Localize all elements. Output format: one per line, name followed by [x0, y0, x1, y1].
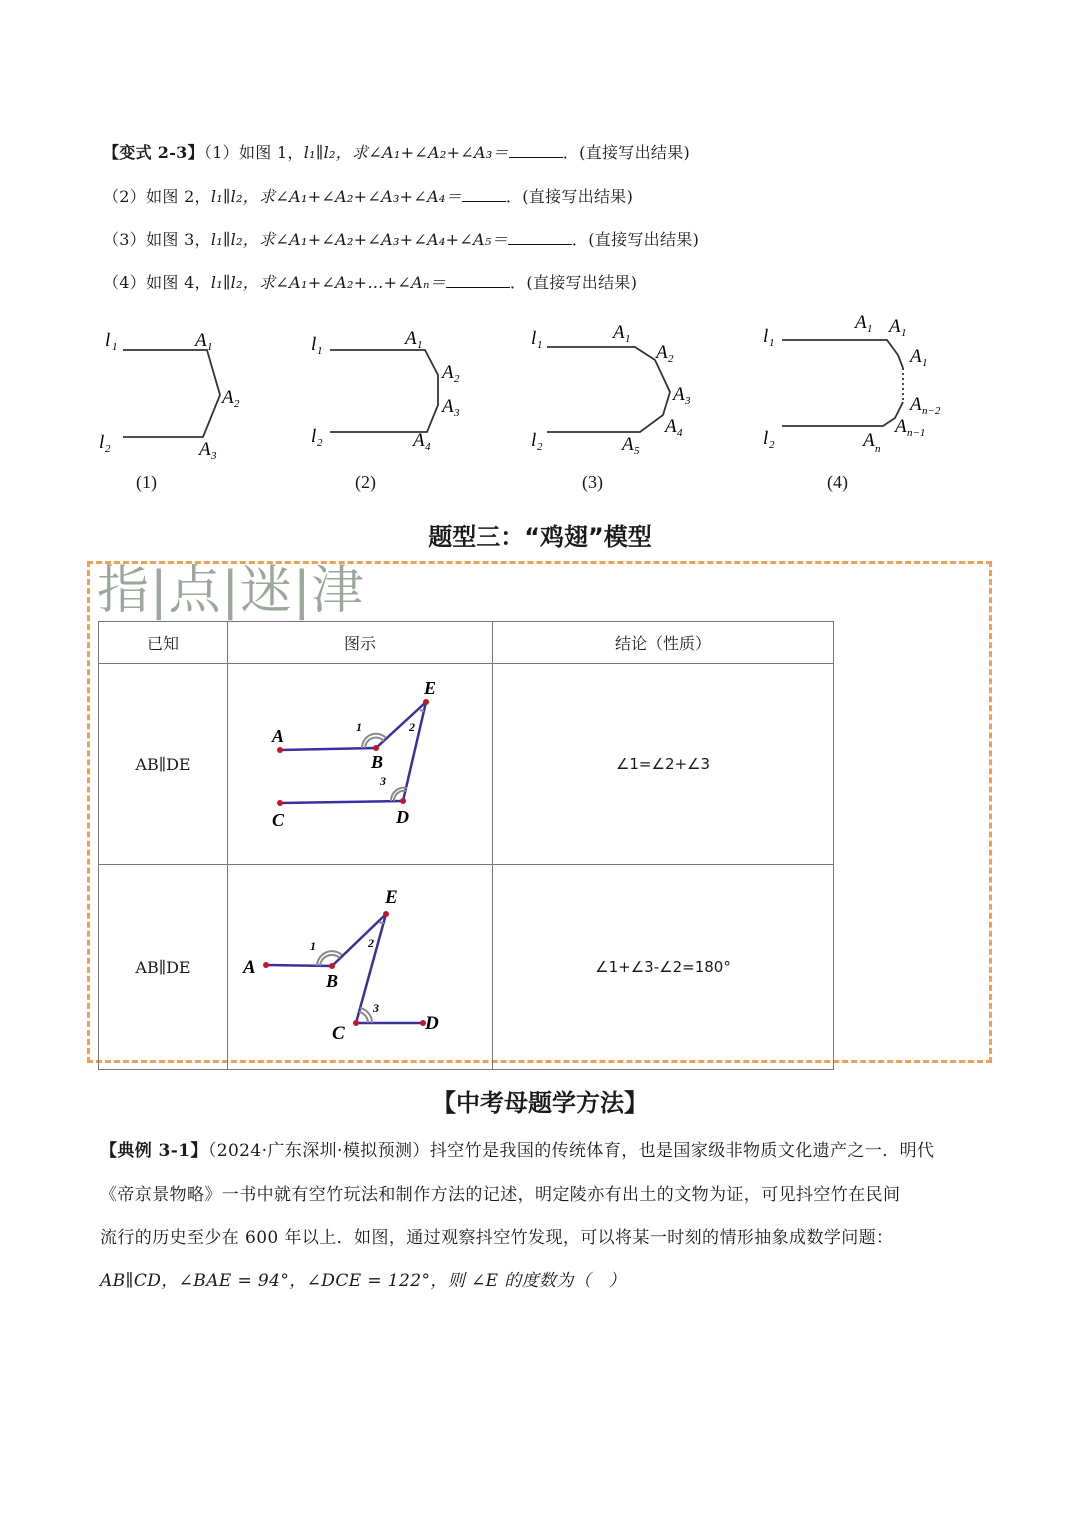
question-4: [103, 270, 637, 293]
figure-3-drawing: [525, 320, 705, 470]
fig3-a3: A: [673, 384, 685, 405]
q1-suffix: ．(直接写出结果): [562, 143, 691, 162]
fig4-l2: l: [763, 428, 769, 449]
example-line-3: 流行的历史至少在 600 年以上．如图，通过观察抖空竹发现，可以将某一时刻的情形抽象成数学问题：: [100, 1228, 894, 1248]
fig3-a1: A: [613, 322, 625, 343]
tips-title: 指|点|迷|津: [97, 561, 365, 621]
example-tag: 【典例 3-1】: [100, 1141, 208, 1161]
figure-3: [525, 320, 705, 474]
svg-text:2: 2: [454, 373, 460, 385]
fig4-an2: A: [910, 394, 922, 415]
table-row: [99, 664, 834, 865]
svg-text:1: 1: [207, 341, 213, 353]
fig4-an1: A: [895, 416, 907, 437]
fig4-n-minus-1: n−1: [907, 427, 926, 439]
row2-conclusion: ∠1+∠3-∠2=180°: [493, 865, 834, 1070]
q4-condition: l₁∥l₂，求: [210, 273, 276, 292]
fig2-l1: l: [311, 334, 317, 355]
q3-blank[interactable]: [508, 244, 572, 245]
figure-1: [95, 320, 265, 474]
svg-text:2: 2: [769, 439, 775, 451]
svg-text:3: 3: [454, 407, 460, 419]
fig4-a1a: A: [855, 312, 867, 333]
fig3-l2: l: [531, 430, 537, 451]
variant-tag: 【变式 2-3】: [103, 143, 204, 162]
svg-text:3: 3: [211, 450, 217, 462]
svg-text:3: 3: [685, 395, 691, 407]
fig2-l2: l: [311, 426, 317, 447]
fig3-l1: l: [531, 328, 537, 349]
svg-text:1: 1: [922, 357, 928, 369]
header-conclusion: 结论（性质）: [493, 622, 834, 664]
section-3-title: 题型三：“鸡翅”模型: [428, 523, 652, 551]
d1-C: C: [272, 810, 285, 830]
q1-condition: l₁∥l₂，求: [303, 143, 369, 162]
d2-A: A: [243, 957, 256, 978]
d2-B: B: [326, 971, 339, 991]
example-line-2: 《帝京景物略》一书中就有空竹玩法和制作方法的记述，明定陵亦有出土的文物为证，可见抖空竹在民间: [100, 1185, 901, 1205]
row1-known: AB∥DE: [99, 664, 228, 865]
q3-prefix: （3）如图 3，: [103, 230, 211, 249]
svg-text:1: 1: [867, 323, 873, 335]
d1-A: A: [272, 726, 285, 746]
chicken-wing-diagram-1: [228, 664, 492, 860]
caption-3: (3): [582, 472, 603, 492]
q1-sum: ∠A₁+∠A₂+∠A₃＝: [368, 143, 509, 162]
row2-diagram: [228, 865, 493, 1070]
q2-suffix: ．(直接写出结果): [505, 187, 634, 206]
d1-angle3: 3: [380, 774, 386, 788]
q4-suffix: ．(直接写出结果): [510, 273, 638, 292]
svg-text:4: 4: [425, 441, 431, 453]
d2-angle2: 2: [368, 936, 374, 950]
d1-E: E: [424, 678, 437, 698]
figure-2-drawing: [305, 320, 475, 470]
d2-angle1: 1: [310, 939, 316, 953]
q4-blank[interactable]: [446, 287, 510, 288]
d1-angle1: 1: [356, 720, 362, 734]
q2-sum: ∠A₁+∠A₂+∠A₃+∠A₄＝: [275, 187, 462, 206]
q3-suffix: ．(直接写出结果): [571, 230, 700, 249]
d2-E: E: [385, 887, 398, 908]
d1-angle2: 2: [409, 720, 415, 734]
tips-table: [98, 621, 834, 1070]
svg-text:5: 5: [634, 445, 640, 457]
svg-text:1: 1: [317, 345, 323, 357]
svg-text:2: 2: [105, 443, 111, 455]
chicken-wing-diagram-2: [228, 865, 492, 1065]
fig4-l1: l: [763, 326, 769, 347]
q2-blank[interactable]: [462, 201, 506, 202]
question-1: [103, 140, 690, 163]
q3-condition: l₁∥l₂，求: [210, 230, 276, 249]
fig4-a1b: A: [889, 316, 901, 337]
svg-text:2: 2: [537, 441, 543, 453]
fig4-n: n: [875, 443, 881, 455]
caption-1: (1): [136, 472, 157, 492]
method-title: 【中考母题学方法】: [432, 1089, 648, 1117]
q1-blank[interactable]: [509, 157, 563, 158]
q3-sum: ∠A₁+∠A₂+∠A₃+∠A₄+∠A₅＝: [275, 230, 508, 249]
header-diagram: 图示: [228, 622, 493, 664]
q2-condition: l₁∥l₂，求: [210, 187, 276, 206]
fig2-a1: A: [405, 328, 417, 349]
d2-angle3: 3: [373, 1001, 379, 1015]
figure-1-drawing: [95, 320, 265, 470]
svg-text:2: 2: [668, 353, 674, 365]
question-3: [103, 227, 699, 250]
fig4-an: A: [863, 430, 875, 451]
fig1-a3: A: [199, 439, 211, 460]
d2-D: D: [425, 1013, 439, 1034]
figure-4-drawing: [755, 312, 965, 470]
fig3-a5: A: [622, 434, 634, 455]
svg-text:4: 4: [677, 427, 683, 439]
q2-prefix: （2）如图 2，: [103, 187, 211, 206]
fig1-a1: A: [195, 330, 207, 351]
fig2-a2: A: [442, 362, 454, 383]
fig2-a3: A: [442, 396, 454, 417]
fig1-l2: l: [99, 432, 105, 453]
figure-2: [305, 320, 475, 474]
header-known: 已知: [99, 622, 228, 664]
fig1-a2: A: [222, 387, 234, 408]
figure-4: [755, 312, 965, 474]
d1-D: D: [396, 807, 409, 827]
svg-text:1: 1: [625, 333, 631, 345]
d1-B: B: [371, 752, 384, 772]
example-line-1: [100, 1136, 934, 1161]
fig4-a1c: A: [910, 346, 922, 367]
example-line-4: AB∥CD，∠BAE = 94°，∠DCE = 122°，则 ∠E 的度数为（ ）: [100, 1271, 627, 1291]
d2-C: C: [332, 1023, 345, 1044]
fig3-a2: A: [656, 342, 668, 363]
example-text-1: （2024·广东深圳·模拟预测）抖空竹是我国的传统体育，也是国家级非物质文化遗产之一．明代: [207, 1141, 935, 1161]
fig3-a4: A: [665, 416, 677, 437]
q4-prefix: （4）如图 4，: [103, 273, 211, 292]
row1-conclusion: ∠1=∠2+∠3: [493, 664, 834, 865]
fig2-a4: A: [413, 430, 425, 451]
row1-diagram: [228, 664, 493, 865]
svg-text:1: 1: [769, 337, 775, 349]
svg-text:1: 1: [537, 339, 543, 351]
svg-text:2: 2: [234, 398, 240, 410]
svg-text:1: 1: [417, 339, 423, 351]
fig4-n-minus-2: n−2: [922, 405, 941, 417]
question-2: [103, 184, 633, 207]
svg-text:1: 1: [112, 341, 118, 353]
q4-sum: ∠A₁+∠A₂+…+∠Aₙ＝: [275, 273, 447, 292]
table-row: [99, 865, 834, 1070]
svg-text:2: 2: [317, 437, 323, 449]
caption-2: (2): [355, 472, 376, 492]
caption-4: (4): [827, 472, 848, 492]
q1-prefix: （1）如图 1，: [203, 143, 304, 162]
svg-text:1: 1: [901, 327, 907, 339]
row2-known: AB∥DE: [99, 865, 228, 1070]
fig1-l1: l: [105, 330, 111, 351]
